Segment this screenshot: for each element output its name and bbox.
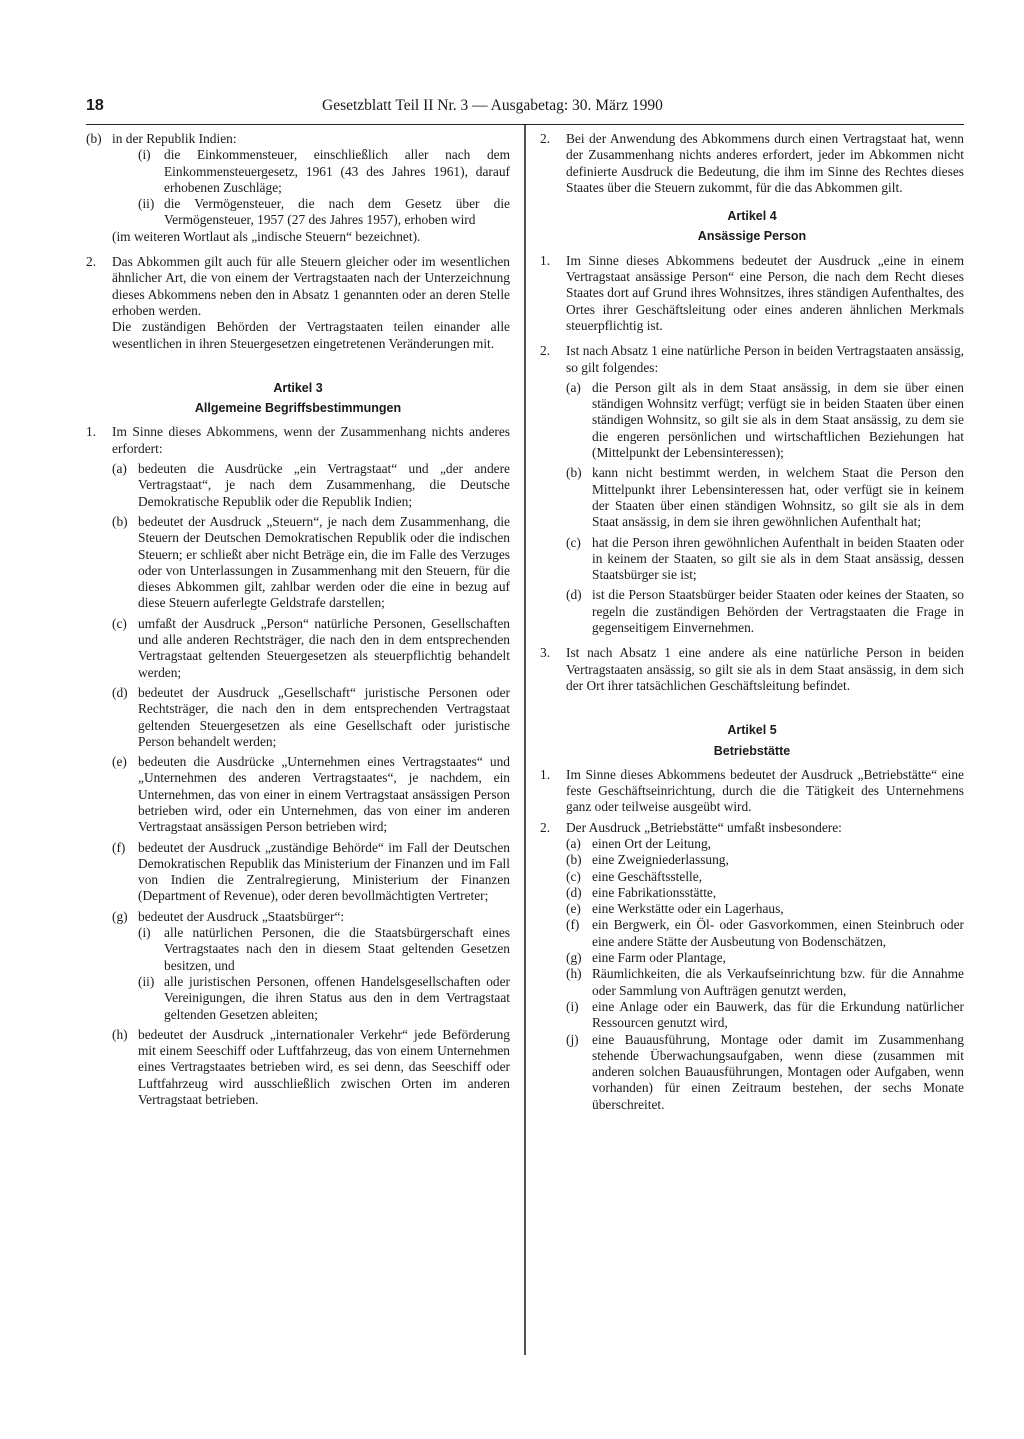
definition-b: (b) bedeutet der Ausdruck „Steuern“, je nach dem Zusammenhang, die Steuern der Deutschen Demokratischen Republik oder die indischen Steuern; er schließt aber nicht Beträge ein, die im Falle des Verzuges oder von Unterlassungen in Zusammenhang mit den Steuern, für die dieses Abkommen gilt, zahlbar werden oder die eine in bezug auf diese Steuern auferlegte Geldstrafe darstellen; — [112, 513, 510, 611]
article-4-item-c: (c) hat die Person ihren gewöhnlichen Aufenthalt in beiden Staaten oder in keinem der Staaten, so gilt sie als in dem Staat ansässig, dessen Staatsbürger sie ist; — [566, 534, 964, 583]
page-number: 18 — [86, 97, 104, 114]
article-4-paragraph-3: 3. Ist nach Absatz 1 eine andere als eine natürliche Person in beiden Vertragstaaten ansässig, so gilt sie als in dem Staat ansässig, in dem sich der Ort ihrer tatsächlichen Geschäftsleitung befindet. — [540, 645, 964, 693]
definition-g-i: (i) alle natürlichen Personen, die die Staatsbürgerschaft eines Vertragstaates nach den in diesem Staat geltenden Gesetzen besitzen, und — [138, 925, 510, 973]
item-b-ii: (ii) die Vermögensteuer, die nach dem Gesetz über die Vermögensteuer, 1957 (27 des Jahres 1957), erhoben wird — [138, 196, 510, 228]
article-3-title: Artikel 3 — [273, 380, 323, 395]
article-4-paragraph-1: 1. Im Sinne dieses Abkommens bedeutet der Ausdruck „eine in einem Vertragstaat ansässige Person“ eine Person, die nach dem Recht dieses Staates dort auf Grund ihres Wohnsitzes, ihres ständigen Aufenthaltes, des Ortes ihrer Geschäftsleitung oder eines anderen ähnlichen Merkmals steuerpflichtig ist. — [540, 252, 964, 333]
article-4-item-b: (b) kann nicht bestimmt werden, in welchem Staat die Person den Mittelpunkt ihrer Lebensinteressen hat, oder verfügt sie in keinem der Staaten über einen ständigen Wohnsitz, so gilt sie als in dem Staat ansässig, in dem sie ihren gewöhnlichen Aufenthalt hat; — [566, 465, 964, 530]
article-5-subtitle: Betriebstätte — [713, 743, 791, 758]
definition-g-ii: (ii) alle juristischen Personen, offenen Handelsgesellschaften oder Vereinigungen, die ihren Status aus den in dem Vertragstaat geltenden Gesetzen ableiten; — [138, 973, 510, 1022]
article-3-paragraph-1: 1. Im Sinne dieses Abkommens, wenn der Zusammenhang nichts anderes erfordert: — [86, 424, 510, 456]
list-item: (h) Räumlichkeiten, die als Verkaufseinrichtung bzw. für die Annahme oder Sammlung von Aufträgen genutzt werden, — [566, 966, 964, 998]
two-column-body — [86, 131, 964, 1355]
article-4-item-a: (a) die Person gilt als in dem Staat ansässig, in dem sie über einen ständigen Wohnsitz verfügt; verfügt sie in beiden Staaten über einen ständigen Wohnsitz, so gilt sie als in dem Staat ansässig, zu dem sie die engeren persönlichen und wirtschaftlichen Beziehungen hat (Mittelpunkt der Lebensinteressen); — [566, 379, 964, 461]
definition-g: (g) bedeutet der Ausdruck „Staatsbürger“: — [112, 908, 345, 924]
article-5-paragraph-2: 2. Der Ausdruck „Betriebstätte“ umfaßt insbesondere: — [540, 819, 842, 835]
item-b-i: (i) die Einkommensteuer, einschließlich aller nach dem Einkommensteuergesetz, 1961 (43 des Jahres 1961), darauf erhobenen Zuschläge; — [138, 147, 510, 195]
list-item: (e) eine Werkstätte oder ein Lagerhaus, — [566, 901, 784, 917]
item-b-india: (b) in der Republik Indien: — [86, 131, 237, 146]
article-4-item-d: (d) ist die Person Staatsbürger beider Staaten oder keines der Staaten, so regeln die zuständigen Behörden der Vertragstaaten die Frage in gegenseitigem Einvernehmen. — [566, 587, 964, 636]
definition-d: (d) bedeutet der Ausdruck „Gesellschaft“ juristische Personen oder Rechtsträger, die nach den in dem entsprechenden Vertragstaat geltenden Steuergesetzen als eine Gesellschaft oder juristische Person behandelt werden; — [112, 684, 510, 749]
article-3-subtitle: Allgemeine Begriffsbestimmungen — [194, 401, 402, 416]
article-5-title: Artikel 5 — [727, 723, 777, 738]
list-item: (f) ein Bergwerk, ein Öl- oder Gasvorkommen, einen Steinbruch oder eine andere Stätte der Ausbeutung von Bodenschätzen, — [566, 917, 964, 949]
article-4-subtitle: Ansässige Person — [697, 229, 807, 244]
list-item: (c) eine Geschäftsstelle, — [566, 868, 703, 884]
definition-e: (e) bedeuten die Ausdrücke „Unternehmen eines Vertragstaates“ und „Unternehmen des anderen Vertragstaates“, je nachdem, ein Unternehmen, das von einer in einem Vertragstaat ansässigen Person betrieben wird, oder ein Unternehmen, das von einer im anderen Vertragstaat ansässigen Person betrieben wird; — [112, 754, 510, 835]
list-item: (a) einen Ort der Leitung, — [566, 835, 711, 851]
article-5-paragraph-1: 1. Im Sinne dieses Abkommens bedeutet der Ausdruck „Betriebstätte“ eine feste Geschäftseinrichtung, durch die die Tätigkeit des Unternehmens ganz oder teilweise ausgeübt wird. — [540, 766, 964, 815]
list-item: (g) eine Farm oder Plantage, — [566, 950, 726, 966]
definition-f: (f) bedeutet der Ausdruck „zuständige Behörde“ im Fall der Deutschen Demokratischen Republik das Ministerium der Finanzen und im Fall von Indien die Zentralregierung, Ministerium der Finanzen (Department of Revenue), oder deren bevollmächtigten Vertreter; — [112, 839, 510, 904]
paragraph-2-continued: Die zuständigen Behörden der Vertragstaaten teilen einander alle wesentlichen in ihren Steuergesetzen eingetretenen Veränderungen mit. — [112, 319, 510, 351]
list-item: (d) eine Fabrikationsstätte, — [566, 884, 717, 900]
list-item: (b) eine Zweigniederlassung, — [566, 852, 729, 868]
left-column — [86, 131, 510, 1355]
definition-c: (c) umfaßt der Ausdruck „Person“ natürliche Personen, Gesellschaften und alle anderen Rechtsträger, die nach den in dem entsprechenden Vertragstaat geltenden Steuergesetzen als steuerpflichtig behandelt werden; — [112, 615, 510, 680]
list-item: (j) eine Bauausführung, Montage oder damit im Zusammenhang stehende Überwachungsaufgaben, wenn diese (zusammen mit anderen solchen Bauausführungen, Montagen oder Aufgaben, wenn vorhanden) für einen Zeitraum bestehen, der sechs Monate überschreitet. — [566, 1031, 964, 1112]
header-title: Gesetzblatt Teil II Nr. 3 — Ausgabetag: 30. März 1990 — [322, 97, 663, 114]
article-4-paragraph-2: 2. Ist nach Absatz 1 eine natürliche Person in beiden Vertragstaaten ansässig, so gilt folgendes: — [540, 343, 965, 375]
wording-note: (im weiteren Wortlaut als „indische Steuern“ bezeichnet). — [112, 228, 421, 244]
article-4-title: Artikel 4 — [727, 209, 777, 224]
right-column — [540, 131, 964, 1355]
article-3-paragraph-2: 2. Bei der Anwendung des Abkommens durch einen Vertragstaat hat, wenn der Zusammenhang nichts anderes erfordert, jeder im Abkommen nicht definierte Ausdruck die Bedeutung, die ihm im Sinne des Rechtes dieses Staates über die Steuern zukommt, für die das Abkommen gilt. — [540, 131, 964, 195]
column-divider — [524, 125, 525, 1355]
definition-a: (a) bedeuten die Ausdrücke „ein Vertragstaat“ und „der andere Vertragstaat“, je nach dem Zusammenhang, die Deutsche Demokratische Republik oder die Republik Indien; — [112, 461, 510, 509]
page-header — [86, 98, 964, 125]
list-item: (i) eine Anlage oder ein Bauwerk, das für die Erkundung natürlicher Ressourcen genutzt wird, — [566, 998, 964, 1031]
paragraph-2: 2. Das Abkommen gilt auch für alle Steuern gleicher oder im wesentlichen ähnlicher Art, die von einem der Vertragstaaten nach der Unterzeichnung dieses Abkommens neben den in Absatz 1 genannten oder an deren Stelle erhoben werden. — [86, 254, 510, 318]
definition-h: (h) bedeutet der Ausdruck „internationaler Verkehr“ jede Beförderung mit einem Seeschiff oder Luftfahrzeug, das von einem Unternehmen eines Vertragstaates betrieben wird, es sei denn, das Seeschiff oder Luftfahrzeug wird ausschließlich zwischen Orten im anderen Vertragstaat betrieben. — [112, 1026, 510, 1108]
